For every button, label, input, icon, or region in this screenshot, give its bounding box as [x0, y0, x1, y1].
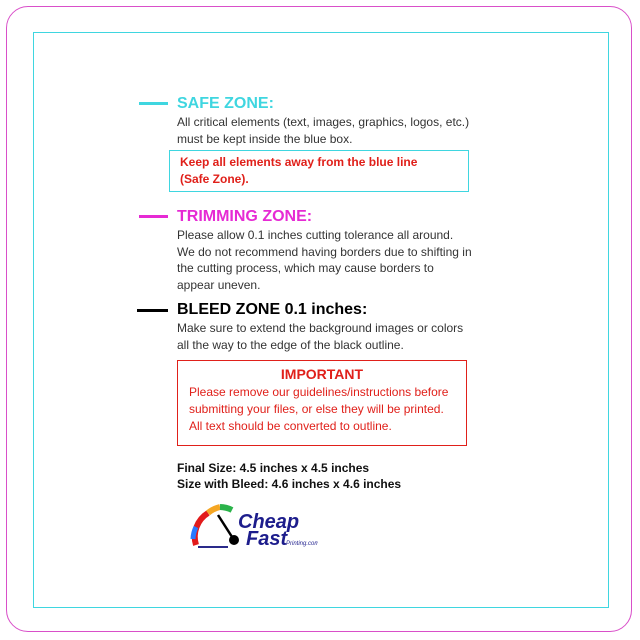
- bleed-zone-line-1: Make sure to extend the background images or colors: [177, 321, 464, 335]
- trimming-zone-line-1: Please allow 0.1 inches cutting tolerance all around.: [177, 228, 454, 242]
- safe-zone-legend-line: [139, 102, 168, 105]
- safe-zone-note-line-2: (Safe Zone).: [180, 172, 249, 186]
- final-size-text: Final Size: 4.5 inches x 4.5 inches: [177, 461, 370, 475]
- logo-graphic: [188, 501, 318, 551]
- bleed-zone-description: [177, 320, 463, 353]
- bleed-zone-line-2: all the way to the edge of the black outline.: [177, 337, 404, 352]
- bleed-size-text: Size with Bleed: 4.6 inches x 4.6 inches: [177, 477, 402, 491]
- safe-zone-note-box: [169, 150, 469, 192]
- safe-zone-line-1: All critical elements (text, images, graphics, logos, etc.): [177, 115, 470, 129]
- important-body: [178, 384, 466, 435]
- safe-zone-title: SAFE ZONE:: [177, 95, 274, 112]
- trimming-zone-line-3: the cutting process, which may cause borders to: [177, 261, 434, 275]
- important-line-1: Please remove our guidelines/instructions before: [189, 385, 449, 399]
- bleed-zone-title: BLEED ZONE 0.1 inches:: [177, 301, 368, 318]
- trimming-zone-legend-line: [139, 215, 168, 218]
- trimming-zone-description: [177, 227, 472, 293]
- logo-word-cheap: Cheap: [238, 511, 300, 533]
- bleed-zone-legend-line: [137, 309, 168, 312]
- safe-zone-description: [177, 114, 469, 147]
- logo-word-fast: Fast: [246, 528, 288, 550]
- cheapfastprinting-logo: [188, 501, 318, 551]
- logo-word-printing: Printing.com: [286, 541, 318, 547]
- safe-zone-line-2: must be kept inside the blue box.: [177, 131, 353, 146]
- important-title: IMPORTANT: [280, 366, 364, 382]
- important-line-3: All text should be converted to outline.: [189, 419, 392, 433]
- important-line-2: submitting your files, or else they will be printed.: [189, 402, 444, 416]
- trimming-zone-line-4: appear uneven.: [177, 277, 261, 292]
- trimming-zone-title: TRIMMING ZONE:: [177, 208, 313, 225]
- size-specs: [177, 460, 401, 492]
- important-notice-box: [177, 360, 467, 446]
- safe-zone-note-line-1: Keep all elements away from the blue line: [180, 155, 418, 169]
- trimming-zone-line-2: We do not recommend having borders due to shifting in: [177, 244, 472, 259]
